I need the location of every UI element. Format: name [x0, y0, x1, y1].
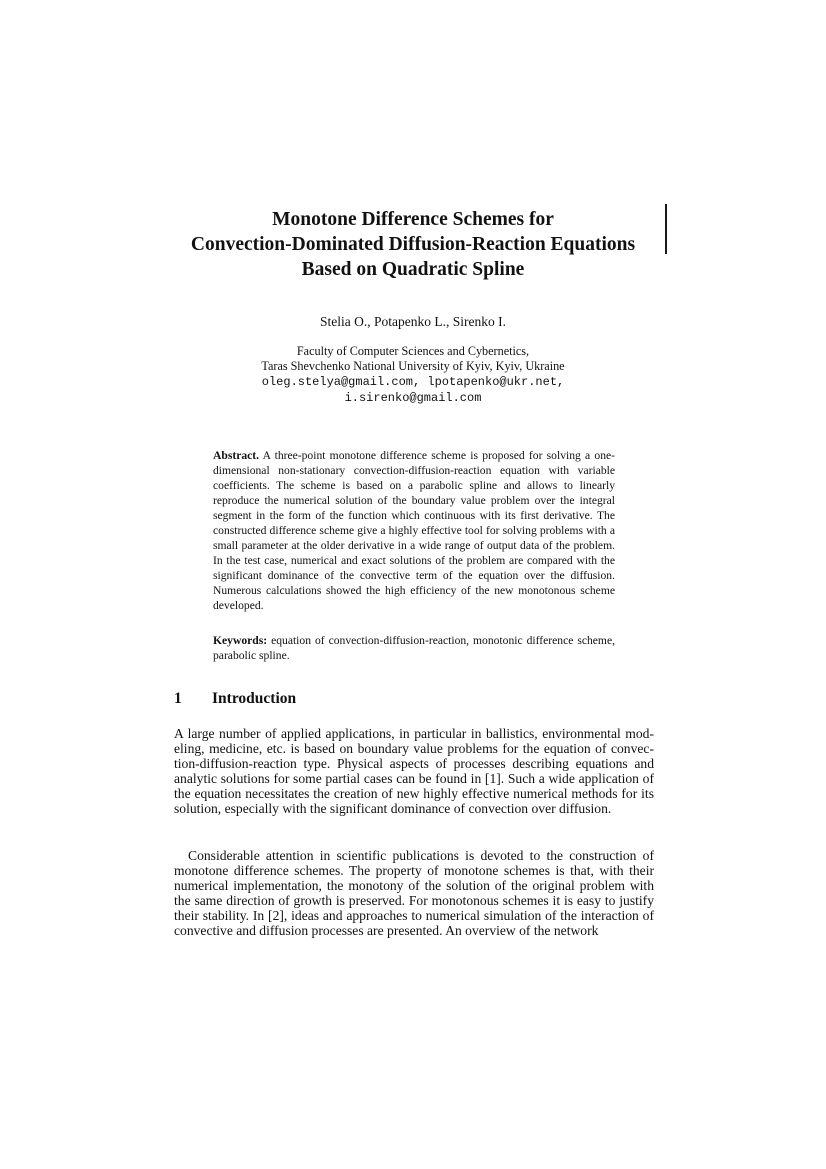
- paper-title: [150, 207, 676, 282]
- author-list: Stelia O., Potapenko L., Sirenko I.: [320, 314, 506, 329]
- affiliation-block: [150, 344, 676, 406]
- section-title: Introduction: [212, 690, 297, 707]
- abstract-label: Abstract.: [213, 449, 260, 462]
- keywords-text: equation of convection-diffusion-reaction, monotonic difference scheme, parabolic spline.: [213, 634, 615, 663]
- affiliation-line-1: Faculty of Computer Sciences and Cybernetics,: [296, 344, 530, 358]
- abstract: [213, 448, 615, 614]
- keywords-label: Keywords:: [213, 634, 268, 647]
- affiliation-line-2: Taras Shevchenko National University of Kyiv, Kyiv, Ukraine: [261, 359, 565, 373]
- title-line-3: Based on Quadratic Spline: [301, 259, 525, 280]
- paragraph-1: A large number of applied applications, in particular in ballistics, environmental modeling, medicine, etc. is based on boundary value problems for the equation of convection-diffusion-reaction type. Physical aspects of processes describing equations and analytic solutions for some partial cases can be found in [1]. Such a wide application of the equation necessitates the creation of new highly effective numerical methods for its solution, especially with the significant dominance of convection over diffusion.: [174, 726, 654, 817]
- paragraph-2: Considerable attention in scientific publications is devoted to the construction of monotone difference schemes. The property of monotone schemes is that, with their numerical implementation, the monotony of the solution of the original problem with the same direction of growth is preserved. For monotonous schemes it is easy to justify their stability. In [2], ideas and approaches to numerical simulation of the interaction of convective and diffusion processes are presented. An overview of the network: [174, 848, 654, 939]
- title-line-2: Convection-Dominated Diffusion-Reaction Equations: [190, 234, 636, 255]
- keywords: [213, 633, 615, 663]
- section-heading: [174, 689, 296, 709]
- email-line-2: i.sirenko@gmail.com: [344, 391, 482, 405]
- title-line-1: Monotone Difference Schemes for: [272, 209, 554, 230]
- section-number: 1: [174, 690, 182, 707]
- email-line-1: oleg.stelya@gmail.com, lpotapenko@ukr.net,: [261, 375, 565, 389]
- abstract-text: A three-point monotone difference scheme is proposed for solving a one-dimensional non-stationary convection-diffusion-reaction equation with variable coefficients. The scheme is based on a parabolic spline and allows to linearly reproduce the numerical solution of the boundary value problem over the integral segment in the form of the function which continuous with its first derivative. The constructed difference scheme give a highly effective tool for solving problems with a small parameter at the older derivative in a wide range of output data of the problem. In the test case, numerical and exact solutions of the problem are compared with the significant dominance of the convective term of the equation over the diffusion. Numerous calculations showed the high efficiency of the new monotonous scheme developed.: [213, 449, 615, 613]
